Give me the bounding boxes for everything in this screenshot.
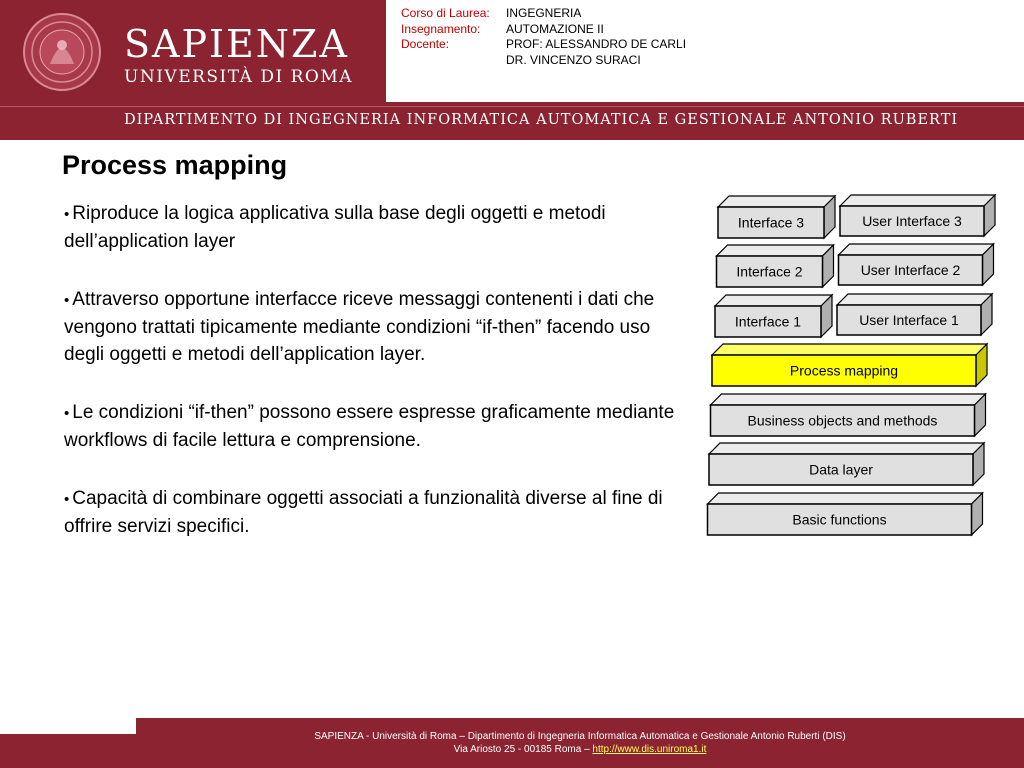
layer-block <box>708 493 983 535</box>
slide-header <box>0 0 1024 140</box>
bullet-dot-icon: • <box>64 206 70 223</box>
course-info-value: DR. VINCENZO SURACI <box>506 52 641 67</box>
bullet-text: Riproduce la logica applicativa sulla base degli oggetti e metodi dell’application layer <box>64 203 606 252</box>
course-info-key <box>401 53 506 69</box>
course-info <box>401 6 686 68</box>
course-info-key: Corso di Laurea: <box>401 6 490 20</box>
diagram-block-label: Data layer <box>809 461 873 478</box>
footer-address: Via Ariosto 25 - 00185 Roma – <box>453 744 593 755</box>
interface-block <box>718 196 835 238</box>
user-interface-block <box>837 294 992 335</box>
course-info-row <box>401 53 686 69</box>
logo-subtitle: UNIVERSITÀ DI ROMA <box>124 67 354 87</box>
bullet-text: Attraverso opportune interfacce riceve messaggi contenenti i dati che vengono trattati tipicamente mediante condizioni “if-then” facendo uso degli oggetti e metodi dell’application layer. <box>64 289 655 365</box>
user-interface-block <box>839 244 994 285</box>
sapienza-logo <box>0 0 386 102</box>
diagram-block-label: Basic functions <box>792 511 887 528</box>
diagram-block-label: User Interface 3 <box>862 213 962 229</box>
diagram-block-label: Interface 3 <box>737 214 805 231</box>
diagram-block-label: User Interface 2 <box>860 262 961 278</box>
layer-block <box>709 443 984 485</box>
logo-title: SAPIENZA <box>124 22 349 66</box>
layer-block <box>711 394 986 436</box>
interface-block <box>717 245 834 287</box>
footer-line-2 <box>136 743 1024 756</box>
interface-block <box>715 295 832 337</box>
diagram-block-label: Process mapping <box>789 362 899 379</box>
course-info-key: Docente: <box>401 37 450 51</box>
course-info-key: Insegnamento: <box>401 21 481 36</box>
bullet-item <box>64 286 694 368</box>
department-name: DIPARTIMENTO DI INGEGNERIA INFORMATICA AUTOMATICA E GESTIONALE ANTONIO RUBERTI <box>124 112 959 128</box>
course-info-row <box>401 6 686 22</box>
bullet-dot-icon: • <box>64 292 70 309</box>
diagram-block-label: User Interface 1 <box>859 312 959 328</box>
bullet-dot-icon: • <box>64 491 70 508</box>
bullet-text: Le condizioni “if-then” possono essere espresse graficamente mediante workflows di facile lettura e comprensione. <box>64 402 675 451</box>
diagram-block-label: Interface 1 <box>734 313 802 330</box>
bullet-list <box>64 200 694 571</box>
course-info-row <box>401 37 686 53</box>
course-info-row <box>401 22 686 38</box>
diagram-block-label: Interface 2 <box>736 263 803 280</box>
process-mapping-layer <box>712 344 987 386</box>
course-info-value: PROF: ALESSANDRO DE CARLI <box>506 37 687 51</box>
slide-title: Process mapping <box>62 150 288 180</box>
slide-footer <box>136 718 1024 768</box>
footer-accent <box>0 734 136 768</box>
bullet-item <box>64 485 694 540</box>
bullet-item <box>64 200 694 255</box>
course-info-value: AUTOMAZIONE II <box>506 21 604 36</box>
architecture-diagram <box>700 188 1000 543</box>
university-seal-icon <box>22 12 102 92</box>
footer-website-link[interactable]: http://www.dis.uniroma1.it <box>592 744 707 755</box>
bullet-item <box>64 399 694 454</box>
diagram-block-label: Business objects and methods <box>747 412 938 429</box>
bullet-text: Capacità di combinare oggetti associati a funzionalità diverse al fine di offrire servizi specifici. <box>64 488 663 537</box>
course-info-value: INGEGNERIA <box>506 6 582 20</box>
user-interface-block <box>840 195 995 236</box>
footer-line-1: SAPIENZA - Università di Roma – Dipartimento di Ingegneria Informatica Automatica e Gestionale Antonio Ruberti (DIS) <box>314 731 846 742</box>
bullet-dot-icon: • <box>64 405 70 422</box>
